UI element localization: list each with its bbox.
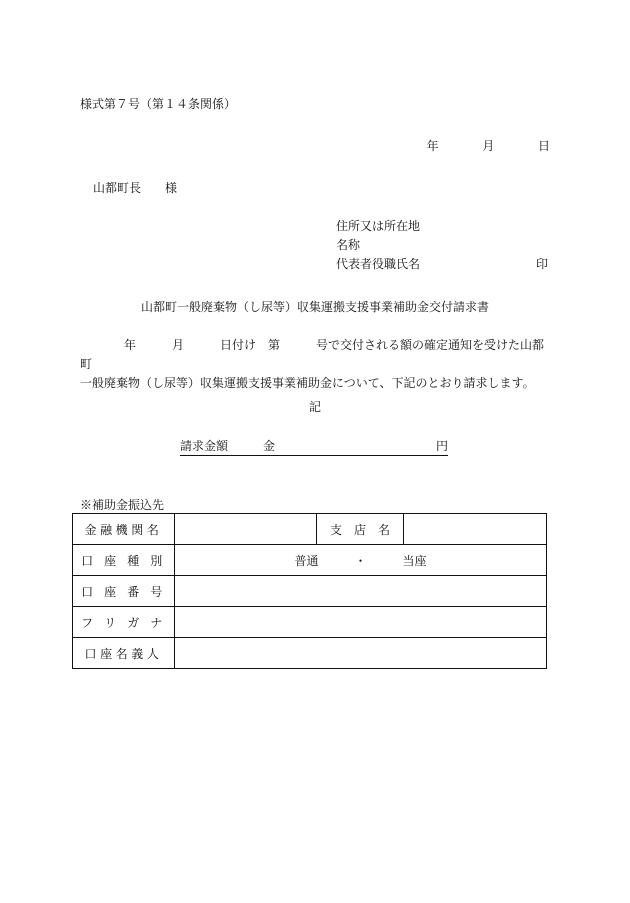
furigana-row xyxy=(73,607,547,638)
account-type-options[interactable]: 普通 ・ 当座 xyxy=(175,545,547,576)
branch-label: 支 店 名 xyxy=(317,514,404,545)
representative-label: 代表者役職氏名 xyxy=(336,257,421,271)
name-label: 名称 xyxy=(336,238,361,252)
form-number: 様式第７号（第１４条関係） xyxy=(80,97,237,111)
branch-field[interactable] xyxy=(404,514,547,545)
furigana-label: フ リ ガ ナ xyxy=(73,607,175,638)
account-number-row xyxy=(73,576,547,607)
seal-mark: 印 xyxy=(535,257,548,271)
amount-label: 請求金額 xyxy=(180,439,229,453)
amount-yen: 円 xyxy=(435,439,448,453)
date-month: 月 xyxy=(482,139,495,153)
date-day: 日 xyxy=(537,139,550,153)
date-line xyxy=(427,137,550,154)
bank-row xyxy=(73,514,547,545)
furigana-field[interactable] xyxy=(175,607,547,638)
representative-row xyxy=(336,255,548,274)
body-line-1: 年 月 日付け 第 号で交付される額の確定通知を受けた山都町 xyxy=(80,338,545,371)
bank-heading: ※補助金振込先 xyxy=(80,498,165,512)
bank-name-field[interactable] xyxy=(175,514,317,545)
account-holder-field[interactable] xyxy=(175,638,547,669)
body-line-2: 一般廃棄物（し尿等）収集運搬支援事業補助金について、下記のとおり請求します。 xyxy=(80,376,535,390)
date-year: 年 xyxy=(426,139,439,153)
address-label: 住所又は所在地 xyxy=(336,219,421,233)
amount-kin: 金 xyxy=(263,439,276,453)
account-type-row xyxy=(73,545,547,576)
account-holder-row xyxy=(73,638,547,669)
account-number-field[interactable] xyxy=(175,576,547,607)
ki-heading: 記 xyxy=(308,400,321,414)
account-type-label: 口 座 種 別 xyxy=(73,545,175,576)
body-text xyxy=(80,336,550,393)
bank-name-label: 金融機関名 xyxy=(73,514,175,545)
bank-table xyxy=(72,513,547,669)
account-number-label: 口 座 番 号 xyxy=(73,576,175,607)
applicant-block xyxy=(336,217,548,274)
document-title: 山都町一般廃棄物（し尿等）収集運搬支援事業補助金交付請求書 xyxy=(140,300,489,314)
account-holder-label: 口座名義人 xyxy=(73,638,175,669)
amount-line xyxy=(180,437,448,456)
addressee: 山都町長 様 xyxy=(93,181,178,195)
